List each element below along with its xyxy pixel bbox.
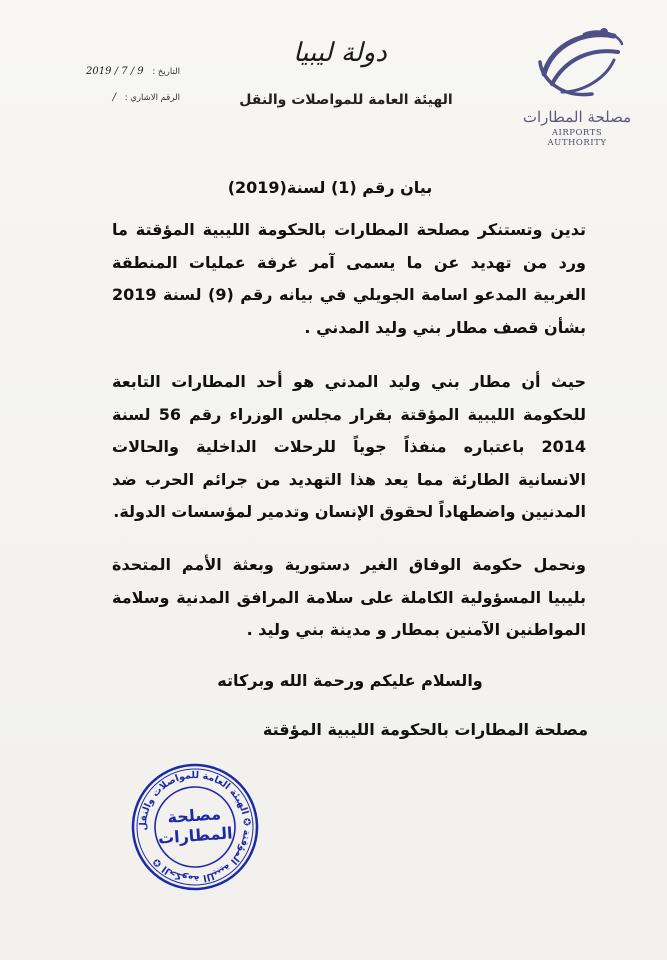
statement-heading: بيان رقم (1) لسنة(2019) [227, 178, 433, 197]
paragraph-airport-status: حيث أن مطار بني وليد المدني هو أحد المطارات التابعة للحكومة الليبية المؤقتة بقرار مجلس الوزراء رقم 56 لسنة 2014 باعتباره منفذاً جوياً للرحلات الداخلية والحالات الانسانية الطارئة مما يعد هذا التهديد من جرائم الحرب ضد المدنيين واضطهاداً لحقوق الإنسان وتدمير لمؤسسات الدولة. [112, 372, 586, 521]
signature-line: مصلحة المطارات بالحكومة الليبية المؤقتة [262, 720, 588, 739]
stamp-center-text [157, 803, 234, 848]
official-stamp [126, 758, 265, 897]
date-label: التاريخ : [152, 67, 180, 77]
airports-authority-logo [522, 22, 632, 147]
date-value: 2019 / 7 / 9 [86, 66, 144, 77]
date-field [60, 66, 180, 77]
paragraph-condemnation: تدين وتستنكر مصلحة المطارات بالحكومة الليبية المؤقتة ما ورد من تهديد عن ما يسمى آمر غرفة عمليات المنطقة الغربية المدعو اسامة الجويلي في بيانه رقم (9) لسنة 2019 بشأن قصف مطار بني وليد المدني . [112, 220, 587, 337]
closing-greeting: والسلام عليكم ورحمة الله وبركاته [217, 671, 483, 690]
swirl-logo-icon [522, 22, 632, 108]
logo-english-text: AIRPORTS AUTHORITY [547, 128, 607, 148]
reference-field [60, 92, 180, 103]
paragraph-responsibility: ونحمل حكومة الوفاق الغير دستورية وبعثة الأمم المتحدة بليبيا المسؤولية الكاملة على سلامة المرافق المدنية وسلامة المواطنين الآمنين بمطار و مدينة بني وليد . [112, 555, 586, 639]
reference-label: الرقم الاشاري : [124, 93, 180, 103]
reference-value: / [112, 92, 116, 103]
stamp-ring-text: الحكومة الليبية المؤقتة ✪ الهيئة العامة للمواصلات والنقل ✪ [137, 769, 253, 885]
state-title: دولة ليبيا [293, 38, 387, 68]
stamp-line-1: مصلحة [166, 804, 222, 827]
logo-arabic-text: مصلحة المطارات [522, 108, 632, 126]
stamp-line-2: المطارات [157, 823, 234, 848]
authority-name: الهيئة العامة للمواصلات والنقل [239, 92, 453, 108]
